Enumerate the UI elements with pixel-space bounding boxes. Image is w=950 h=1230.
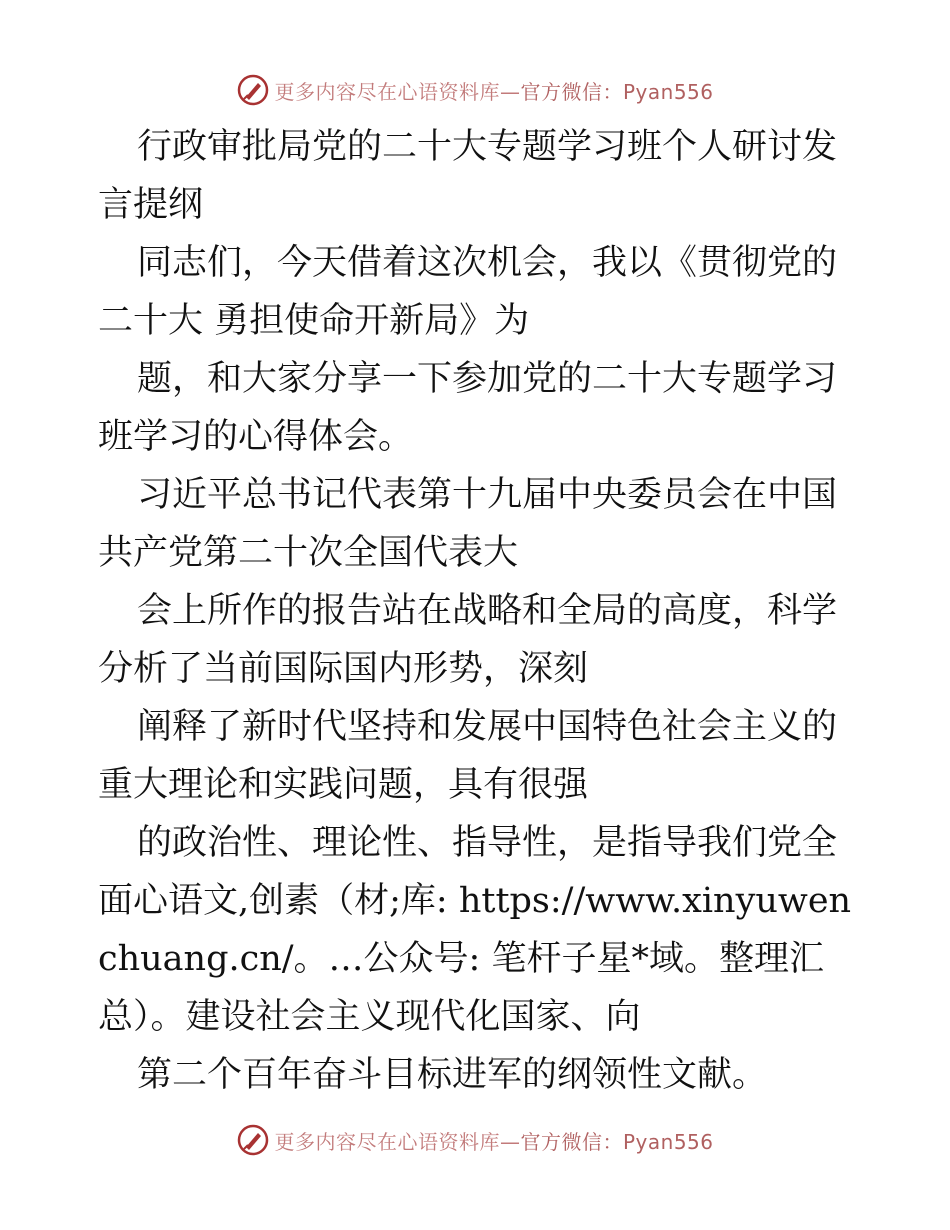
paragraph: 阐释了新时代坚持和发展中国特色社会主义的重大理论和实践问题，具有很强	[98, 707, 838, 805]
paragraph: 的政治性、理论性、指导性，是指导我们党全面心语文,创素（材;库: https://www.xinyuwenchuang.cn/。…公众号: 笔杆子星*域。整理汇总）。建设社会主义现代化国家、向	[98, 823, 852, 1037]
footer-watermark-banner	[0, 1120, 950, 1160]
brand-logo-icon	[236, 1123, 270, 1157]
banner-text: 更多内容尽在心语资料库—官方微信：Pyan556	[274, 1129, 714, 1154]
header-watermark-banner	[0, 70, 950, 110]
paragraph: 习近平总书记代表第十九届中央委员会在中国共产党第二十次全国代表大	[98, 475, 838, 573]
paragraph-title: 行政审批局党的二十大专题学习班个人研讨发言提纲	[98, 127, 838, 225]
document-body	[98, 118, 858, 1104]
paragraph: 题，和大家分享一下参加党的二十大专题学习班学习的心得体会。	[98, 359, 838, 457]
brand-logo-icon	[236, 73, 270, 107]
paragraph: 同志们，今天借着这次机会，我以《贯彻党的二十大 勇担使命开新局》为	[98, 243, 838, 341]
banner-text: 更多内容尽在心语资料库—官方微信：Pyan556	[274, 79, 714, 104]
paragraph: 第二个百年奋斗目标进军的纲领性文献。	[137, 1055, 768, 1095]
paragraph: 会上所作的报告站在战略和全局的高度，科学分析了当前国际国内形势，深刻	[98, 591, 838, 689]
